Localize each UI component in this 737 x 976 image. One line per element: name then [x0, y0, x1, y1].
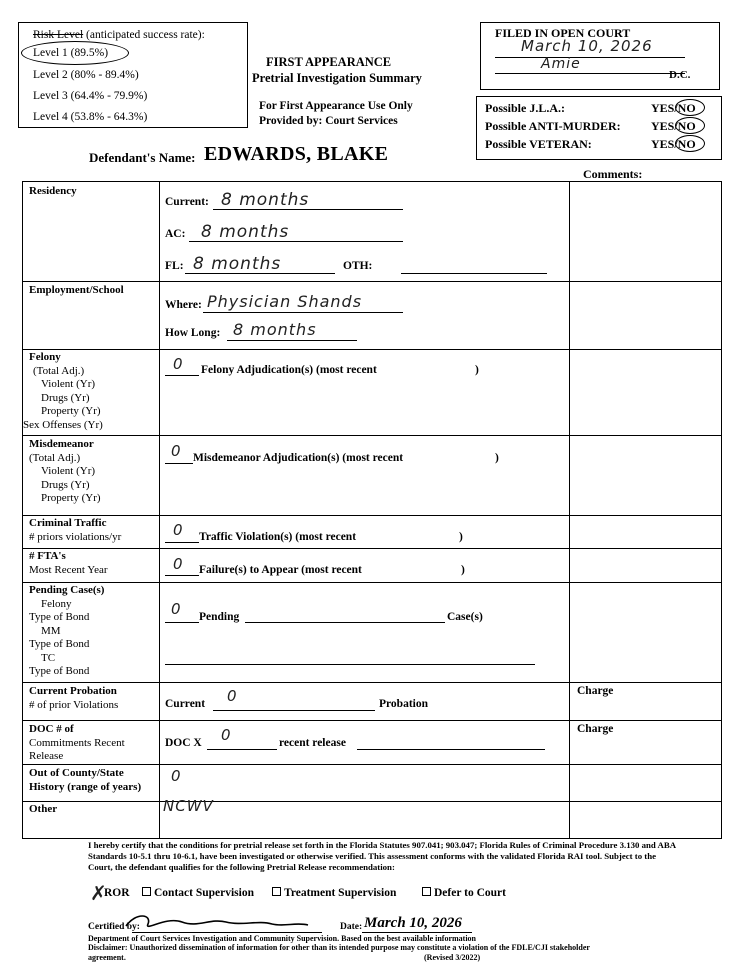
- pending-count: 0: [171, 600, 182, 618]
- footer-line-3: agreement.: [88, 953, 126, 962]
- residency-current-label: Current:: [165, 196, 209, 208]
- other-label: Other: [29, 803, 58, 815]
- traffic-count: 0: [173, 521, 184, 539]
- use-line-2: Provided by: Court Services: [259, 115, 398, 127]
- defendant-name: EDWARDS, BLAKE: [204, 143, 389, 165]
- footer-line-2: Disclaimer: Unauthorized dissemination of information for other than its intended purpose may constitute a violation of the FDLE/CJI stakeholder: [88, 943, 590, 952]
- risk-level-box: [18, 22, 248, 128]
- fta-labels: # FTA's Most Recent Year: [29, 550, 108, 576]
- outcounty-count: 0: [171, 767, 182, 785]
- use-line-1: For First Appearance Use Only: [259, 100, 413, 112]
- residency-fl-value: 8 months: [193, 254, 282, 274]
- probation-charge-label: Charge: [577, 685, 614, 697]
- flag-veteran-no-circle: [675, 135, 705, 152]
- flag-jla-label: Possible J.L.A.:: [485, 101, 566, 115]
- doc-recent-label: recent release: [279, 737, 346, 749]
- filed-line-2: [495, 73, 685, 74]
- probation-labels: Current Probation # of prior Violations: [29, 685, 119, 711]
- filed-initials-handwritten: Amie: [541, 56, 581, 72]
- option-ror: ✗ ROR: [90, 881, 130, 905]
- certification-text: I hereby certify that the conditions for pretrial release set forth in the Florida Statutes 907.041; 903.047; Florida Rules of Criminal Procedure 3.130 and ABA Standards 10-5.1 thru 10-6.1, have been investigated or otherwise verified. This assessment conforms with the validated Florida RAI tool. Subject to the Court, the defendant qualifies for the following Pretrial Release recommendation:: [88, 840, 676, 872]
- doc-labels: DOC # of Commitments Recent Release: [29, 723, 125, 762]
- form-title: FIRST APPEARANCE: [266, 55, 392, 69]
- checkbox-icon: [422, 887, 431, 896]
- probation-count: 0: [227, 687, 238, 705]
- flag-veteran-label: Possible VETERAN:: [485, 137, 592, 151]
- residency-ac-label: AC:: [165, 228, 186, 240]
- risk-level-2: Level 2 (80% - 89.4%): [33, 69, 139, 81]
- option-treatment-supervision: Treatment Supervision: [272, 887, 396, 899]
- residency-current-value: 8 months: [221, 190, 310, 210]
- risk-level-4: Level 4 (53.8% - 64.3%): [33, 111, 148, 123]
- option-defer-to-court: Defer to Court: [422, 887, 506, 899]
- dc-label: D.C.: [669, 69, 691, 81]
- filed-line-1: [495, 57, 685, 58]
- footer-revised: (Revised 3/2022): [424, 953, 481, 962]
- signature-mark: [122, 910, 322, 934]
- risk-level-1-circle-mark: [21, 41, 129, 65]
- flag-jla-value: YES/NO: [651, 101, 696, 115]
- misdemeanor-count: 0: [171, 442, 182, 460]
- option-contact-supervision: Contact Supervision: [142, 887, 254, 899]
- felony-text: Felony Adjudication(s) (most recent: [201, 364, 377, 376]
- certified-label: Certified by:: [88, 922, 140, 932]
- flag-jla-no-circle: [675, 99, 705, 116]
- certified-date: March 10, 2026: [364, 915, 462, 931]
- fta-text: Failure(s) to Appear (most recent: [199, 564, 362, 576]
- residency-label: Residency: [29, 185, 77, 197]
- probation-label: Probation: [379, 698, 428, 710]
- pending-labels: Pending Case(s) Felony Type of Bond MM Type of Bond TC Type of Bond: [29, 584, 105, 677]
- form-subtitle: Pretrial Investigation Summary: [252, 71, 422, 85]
- checkbox-icon: [142, 887, 151, 896]
- felony-labels: Felony (Total Adj.) Violent (Yr) Drugs (Yr) Property (Yr) Sex Offenses (Yr): [23, 351, 103, 431]
- filed-date-handwritten: March 10, 2026: [521, 37, 653, 55]
- residency-fl-label: FL:: [165, 260, 184, 272]
- flag-anti-murder-no-circle: [675, 117, 705, 134]
- filed-stamp-box: [480, 22, 720, 90]
- footer-line-1: Department of Court Services Investigation and Community Supervision. Based on the best available information: [88, 934, 477, 943]
- pending-cases-label: Case(s): [447, 611, 483, 623]
- doc-count: 0: [221, 726, 232, 744]
- misdemeanor-labels: Misdemeanor (Total Adj.) Violent (Yr) Drugs (Yr) Property (Yr): [29, 438, 101, 504]
- employment-label: Employment/School: [29, 284, 124, 296]
- comments-label: Comments:: [583, 167, 643, 181]
- residency-oth-label: OTH:: [343, 260, 373, 272]
- employment-howlong-value: 8 months: [233, 320, 317, 339]
- doc-x-label: DOC X: [165, 737, 202, 749]
- flag-veteran-value: YES/NO: [651, 137, 696, 151]
- flag-anti-murder-label: Possible ANTI-MURDER:: [485, 119, 621, 133]
- employment-where-label: Where:: [165, 299, 202, 311]
- outcounty-labels: Out of County/State History (range of years): [29, 767, 142, 793]
- traffic-labels: Criminal Traffic # priors violations/yr: [29, 517, 122, 543]
- risk-level-3: Level 3 (64.4% - 79.9%): [33, 90, 148, 102]
- investigation-table: Residency Current: 8 months AC: 8 months FL: 8 months OTH: Employment/School Where: Physician Shands How Long: 8 months Felony (Total Adj.) Violent (Yr) Drugs (Yr) Property (Yr) Sex Offenses (Yr) 0 Felony Adjudication(s) (most recent ) Misdemeanor (Total Adj.) Violent (Yr) Drugs (Yr) Property (Yr) 0 Misdemeanor Adjudication(s) (most recent ) Criminal Traffic # priors violations/yr 0 Traffic Violation(s) (most recent ) # FTA's Most Recent Year 0 Failure(s) to Appear (most recent ) Pending Case(s) Felony Type of Bond MM Type of Bond TC Type of Bond 0 Pending Case(s) Current Probation # of prior Violations Current 0 Probation Charge DOC # of Commitments Recent Release DOC X 0 recent release Charge Out of County/State History (range of years) 0 Other NCWV: [22, 181, 722, 839]
- residency-ac-value: 8 months: [201, 222, 290, 242]
- traffic-text: Traffic Violation(s) (most recent: [199, 531, 357, 543]
- employment-where-value: Physician Shands: [207, 292, 363, 311]
- risk-level-1: Level 1 (89.5%): [33, 47, 109, 59]
- doc-charge-label: Charge: [577, 723, 614, 735]
- other-value: NCWV: [163, 797, 214, 815]
- employment-howlong-label: How Long:: [165, 327, 221, 339]
- date-label: Date:: [340, 922, 363, 932]
- checkbox-icon: [272, 887, 281, 896]
- flag-anti-murder-value: YES/NO: [651, 119, 696, 133]
- probation-current-label: Current: [165, 698, 206, 710]
- fta-count: 0: [173, 555, 184, 573]
- filed-label: FILED IN OPEN COURT: [495, 26, 631, 40]
- risk-title: Risk Level (anticipated success rate):: [33, 29, 205, 41]
- misdemeanor-text: Misdemeanor Adjudication(s) (most recent: [193, 452, 404, 464]
- pending-text: Pending: [199, 611, 240, 623]
- ror-checkmark: ✗: [90, 881, 108, 905]
- felony-count: 0: [173, 355, 184, 373]
- defendant-label: Defendant's Name:: [89, 150, 196, 165]
- flags-box: [476, 96, 722, 160]
